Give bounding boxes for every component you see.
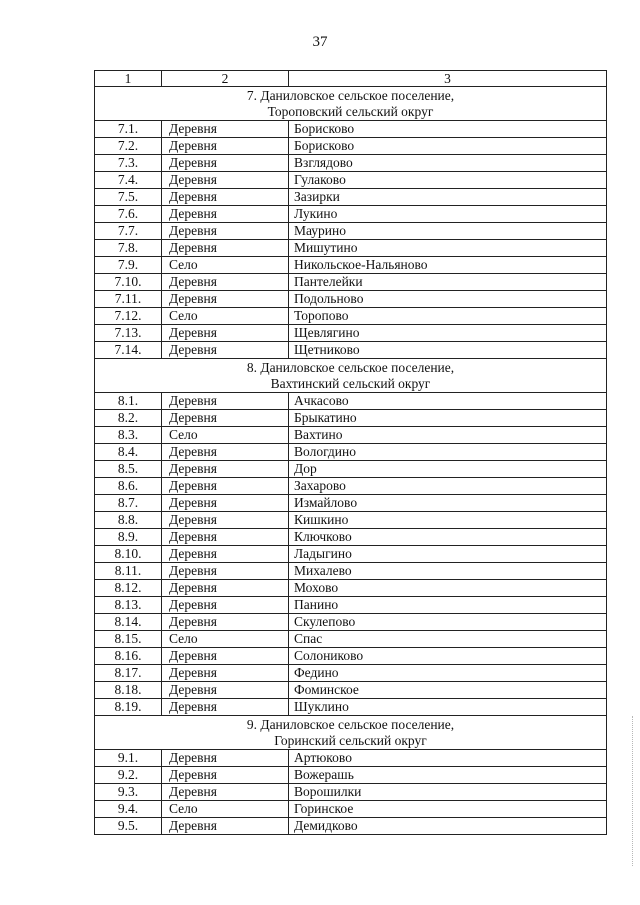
table-row bbox=[95, 546, 607, 563]
row-number-cell: 7.2. bbox=[95, 138, 162, 155]
page-number: 37 bbox=[312, 34, 328, 50]
section-title bbox=[95, 359, 607, 393]
settlement-type-cell: Деревня bbox=[162, 478, 289, 495]
settlement-type-cell: Деревня bbox=[162, 750, 289, 767]
settlement-name-cell: Кишкино bbox=[289, 512, 607, 529]
settlement-type-cell: Деревня bbox=[162, 274, 289, 291]
column-header-3: 3 bbox=[289, 71, 607, 87]
table-row bbox=[95, 444, 607, 461]
table-row bbox=[95, 699, 607, 716]
settlement-name-cell: Измайлово bbox=[289, 495, 607, 512]
table-header-row bbox=[95, 71, 607, 87]
settlement-type-cell: Деревня bbox=[162, 818, 289, 835]
row-number-cell: 9.5. bbox=[95, 818, 162, 835]
row-number-cell: 8.6. bbox=[95, 478, 162, 495]
table-row bbox=[95, 257, 607, 274]
row-number-cell: 8.12. bbox=[95, 580, 162, 597]
row-number-cell: 8.1. bbox=[95, 393, 162, 410]
table-row bbox=[95, 478, 607, 495]
settlement-type-cell: Деревня bbox=[162, 495, 289, 512]
settlement-name-cell: Подольново bbox=[289, 291, 607, 308]
settlement-name-cell: Лукино bbox=[289, 206, 607, 223]
row-number-cell: 7.11. bbox=[95, 291, 162, 308]
settlement-type-cell: Деревня bbox=[162, 597, 289, 614]
section-title-line2: Горинский сельский округ bbox=[274, 732, 427, 748]
table-row bbox=[95, 138, 607, 155]
settlement-type-cell: Село bbox=[162, 427, 289, 444]
section-header-row bbox=[95, 716, 607, 750]
settlement-name-cell: Горинское bbox=[289, 801, 607, 818]
settlement-name-cell: Торопово bbox=[289, 308, 607, 325]
settlement-type-cell: Деревня bbox=[162, 121, 289, 138]
table-row bbox=[95, 631, 607, 648]
row-number-cell: 8.16. bbox=[95, 648, 162, 665]
settlement-name-cell: Ключково bbox=[289, 529, 607, 546]
settlement-name-cell: Дор bbox=[289, 461, 607, 478]
settlement-name-cell: Мохово bbox=[289, 580, 607, 597]
section-title-line2: Вахтинский сельский округ bbox=[270, 375, 431, 391]
settlement-name-cell: Брыкатино bbox=[289, 410, 607, 427]
row-number-cell: 9.3. bbox=[95, 784, 162, 801]
table-row bbox=[95, 512, 607, 529]
row-number-cell: 7.12. bbox=[95, 308, 162, 325]
table-row bbox=[95, 682, 607, 699]
settlement-type-cell: Деревня bbox=[162, 393, 289, 410]
settlements-table bbox=[94, 70, 607, 835]
settlement-name-cell: Вожерашь bbox=[289, 767, 607, 784]
table-row bbox=[95, 155, 607, 172]
section-title bbox=[95, 87, 607, 121]
row-number-cell: 7.10. bbox=[95, 274, 162, 291]
settlement-type-cell: Деревня bbox=[162, 784, 289, 801]
settlement-name-cell: Никольское-Нальяново bbox=[289, 257, 607, 274]
table-row bbox=[95, 189, 607, 206]
row-number-cell: 7.1. bbox=[95, 121, 162, 138]
row-number-cell: 7.8. bbox=[95, 240, 162, 257]
table-row bbox=[95, 665, 607, 682]
table-row bbox=[95, 393, 607, 410]
settlement-name-cell: Ладыгино bbox=[289, 546, 607, 563]
table-row bbox=[95, 291, 607, 308]
table-row bbox=[95, 325, 607, 342]
row-number-cell: 7.7. bbox=[95, 223, 162, 240]
section-title-line2: Тороповский сельский округ bbox=[267, 103, 434, 119]
settlement-type-cell: Деревня bbox=[162, 461, 289, 478]
settlement-type-cell: Деревня bbox=[162, 563, 289, 580]
row-number-cell: 7.4. bbox=[95, 172, 162, 189]
settlement-name-cell: Ачкасово bbox=[289, 393, 607, 410]
table-row bbox=[95, 818, 607, 835]
table-row bbox=[95, 427, 607, 444]
row-number-cell: 8.15. bbox=[95, 631, 162, 648]
settlement-type-cell: Деревня bbox=[162, 410, 289, 427]
row-number-cell: 8.9. bbox=[95, 529, 162, 546]
settlement-name-cell: Маурино bbox=[289, 223, 607, 240]
settlement-type-cell: Деревня bbox=[162, 138, 289, 155]
row-number-cell: 7.6. bbox=[95, 206, 162, 223]
row-number-cell: 8.2. bbox=[95, 410, 162, 427]
table-row bbox=[95, 274, 607, 291]
table-row bbox=[95, 461, 607, 478]
settlement-name-cell: Панино bbox=[289, 597, 607, 614]
settlement-type-cell: Деревня bbox=[162, 291, 289, 308]
row-number-cell: 8.8. bbox=[95, 512, 162, 529]
table-row bbox=[95, 580, 607, 597]
settlement-type-cell: Село bbox=[162, 308, 289, 325]
settlement-name-cell: Взглядово bbox=[289, 155, 607, 172]
row-number-cell: 8.3. bbox=[95, 427, 162, 444]
table-row bbox=[95, 206, 607, 223]
settlement-name-cell: Борисково bbox=[289, 138, 607, 155]
settlement-type-cell: Деревня bbox=[162, 444, 289, 461]
table-row bbox=[95, 308, 607, 325]
table-row bbox=[95, 410, 607, 427]
table-row bbox=[95, 597, 607, 614]
settlement-type-cell: Деревня bbox=[162, 223, 289, 240]
row-number-cell: 8.5. bbox=[95, 461, 162, 478]
settlement-name-cell: Ворошилки bbox=[289, 784, 607, 801]
scan-edge-mark bbox=[632, 716, 636, 866]
row-number-cell: 8.18. bbox=[95, 682, 162, 699]
settlement-name-cell: Зазирки bbox=[289, 189, 607, 206]
settlement-name-cell: Пантелейки bbox=[289, 274, 607, 291]
row-number-cell: 7.9. bbox=[95, 257, 162, 274]
settlement-type-cell: Село bbox=[162, 631, 289, 648]
row-number-cell: 7.5. bbox=[95, 189, 162, 206]
settlement-name-cell: Борисково bbox=[289, 121, 607, 138]
settlement-type-cell: Деревня bbox=[162, 206, 289, 223]
table-row bbox=[95, 240, 607, 257]
settlement-name-cell: Гулаково bbox=[289, 172, 607, 189]
settlement-name-cell: Спас bbox=[289, 631, 607, 648]
settlement-type-cell: Деревня bbox=[162, 767, 289, 784]
section-title-line1: 8. Даниловское сельское поселение, bbox=[246, 359, 455, 375]
settlement-type-cell: Деревня bbox=[162, 648, 289, 665]
settlement-name-cell: Щевлягино bbox=[289, 325, 607, 342]
table-body bbox=[95, 71, 607, 835]
table-row bbox=[95, 121, 607, 138]
table-row bbox=[95, 342, 607, 359]
table-row bbox=[95, 801, 607, 818]
settlement-name-cell: Демидково bbox=[289, 818, 607, 835]
row-number-cell: 8.17. bbox=[95, 665, 162, 682]
table-row bbox=[95, 529, 607, 546]
settlement-name-cell: Щетниково bbox=[289, 342, 607, 359]
table-row bbox=[95, 223, 607, 240]
row-number-cell: 8.4. bbox=[95, 444, 162, 461]
settlement-name-cell: Артюково bbox=[289, 750, 607, 767]
section-title bbox=[95, 716, 607, 750]
settlement-type-cell: Деревня bbox=[162, 529, 289, 546]
settlement-name-cell: Мишутино bbox=[289, 240, 607, 257]
table-row bbox=[95, 563, 607, 580]
table-row bbox=[95, 767, 607, 784]
settlement-name-cell: Михалево bbox=[289, 563, 607, 580]
settlement-type-cell: Деревня bbox=[162, 546, 289, 563]
settlement-type-cell: Деревня bbox=[162, 172, 289, 189]
table-row bbox=[95, 172, 607, 189]
column-header-1: 1 bbox=[95, 71, 162, 87]
settlement-type-cell: Деревня bbox=[162, 699, 289, 716]
row-number-cell: 8.13. bbox=[95, 597, 162, 614]
section-title-line1: 7. Даниловское сельское поселение, bbox=[246, 87, 455, 103]
settlement-name-cell: Захарово bbox=[289, 478, 607, 495]
settlement-name-cell: Федино bbox=[289, 665, 607, 682]
settlement-name-cell: Вологдино bbox=[289, 444, 607, 461]
settlement-type-cell: Деревня bbox=[162, 512, 289, 529]
settlement-type-cell: Село bbox=[162, 257, 289, 274]
settlement-type-cell: Деревня bbox=[162, 614, 289, 631]
settlement-type-cell: Деревня bbox=[162, 155, 289, 172]
table-row bbox=[95, 784, 607, 801]
section-title-line1: 9. Даниловское сельское поселение, bbox=[246, 716, 455, 732]
row-number-cell: 7.3. bbox=[95, 155, 162, 172]
settlement-name-cell: Шуклино bbox=[289, 699, 607, 716]
settlement-name-cell: Солониково bbox=[289, 648, 607, 665]
row-number-cell: 7.13. bbox=[95, 325, 162, 342]
settlement-type-cell: Деревня bbox=[162, 580, 289, 597]
row-number-cell: 7.14. bbox=[95, 342, 162, 359]
table-row bbox=[95, 750, 607, 767]
settlement-type-cell: Село bbox=[162, 801, 289, 818]
settlement-type-cell: Деревня bbox=[162, 682, 289, 699]
column-header-2: 2 bbox=[162, 71, 289, 87]
row-number-cell: 9.4. bbox=[95, 801, 162, 818]
settlement-name-cell: Вахтино bbox=[289, 427, 607, 444]
table-row bbox=[95, 648, 607, 665]
row-number-cell: 8.14. bbox=[95, 614, 162, 631]
row-number-cell: 9.1. bbox=[95, 750, 162, 767]
settlement-type-cell: Деревня bbox=[162, 240, 289, 257]
row-number-cell: 8.19. bbox=[95, 699, 162, 716]
row-number-cell: 8.7. bbox=[95, 495, 162, 512]
settlement-type-cell: Деревня bbox=[162, 665, 289, 682]
settlement-type-cell: Деревня bbox=[162, 342, 289, 359]
row-number-cell: 8.10. bbox=[95, 546, 162, 563]
settlement-type-cell: Деревня bbox=[162, 325, 289, 342]
table-row bbox=[95, 495, 607, 512]
row-number-cell: 9.2. bbox=[95, 767, 162, 784]
table-row bbox=[95, 614, 607, 631]
section-header-row bbox=[95, 87, 607, 121]
row-number-cell: 8.11. bbox=[95, 563, 162, 580]
settlement-name-cell: Скулепово bbox=[289, 614, 607, 631]
settlement-type-cell: Деревня bbox=[162, 189, 289, 206]
settlement-name-cell: Фоминское bbox=[289, 682, 607, 699]
section-header-row bbox=[95, 359, 607, 393]
